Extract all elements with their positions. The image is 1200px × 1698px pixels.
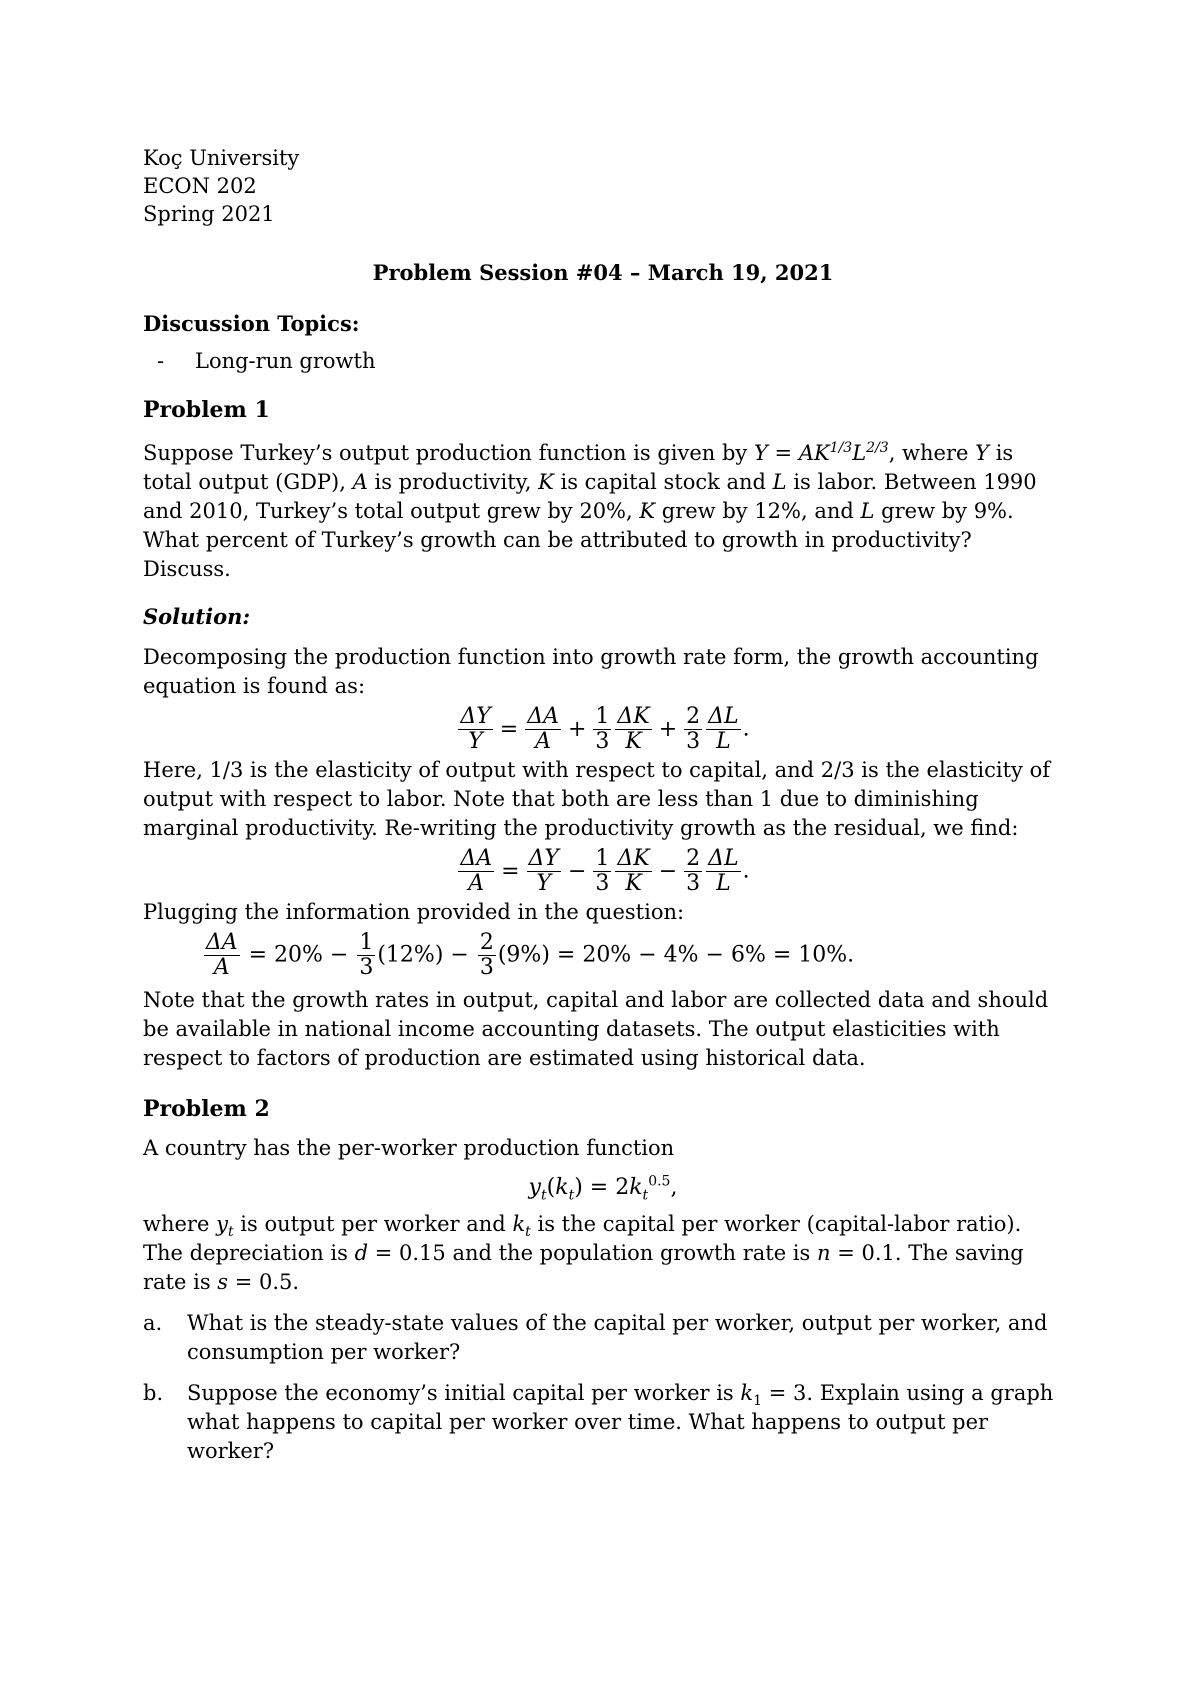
discussion-item [143,347,1063,376]
problem2-text: where $y_t$ is output per worker and $k_t$ is the capital per worker (capital-labor ratio). The depreciation is d = 0.15 and the population growth rate is n = 0.1. The saving rate is s = 0.5. [143,1212,1024,1294]
document-header [143,144,1063,228]
residual-equation: $\frac{\Delta A}{A}$ = $\frac{\Delta Y}{Y}$ − $\frac{1}{3}$ $\frac{\Delta K}{K}$ − $\frac{2}{3}$ $\frac{\Delta L}{L}$ . [460,846,750,896]
term: Spring 2021 [143,202,275,226]
solution-label: Solution: [143,604,251,629]
discussion-topic: Long-run growth [195,349,376,373]
plugged-equation: $\frac{\Delta A}{A}$ = 20% − $\frac{1}{3}$ (12%) − $\frac{2}{3}$ (9%) = 20% − 4% − 6% = 10%. [205,930,855,980]
university-name: Koç University [143,146,300,170]
solution-text-3: Plugging the information provided in the question: [143,900,685,924]
list-item: b. Suppose the economy’s initial capital per worker is $k_1 = 3$. Explain using a graph what happens to capital per worker over time. What happens to output per worker? [143,1381,1054,1463]
page-title: Problem Session #04 – March 19, 2021 [372,260,834,285]
growth-accounting-equation: $\frac{\Delta Y}{Y}$ = $\frac{\Delta A}{A}$ + $\frac{1}{3}$ $\frac{\Delta K}{K}$ + $\frac{2}{3}$ $\frac{\Delta L}{L}$ . [460,704,750,754]
list-item: a. What is the steady-state values of the capital per worker, output per worker, and consumption per worker? [143,1311,1048,1364]
problem2-intro: A country has the per-worker production function [143,1136,675,1160]
discussion-heading: Discussion Topics: [143,311,360,336]
per-worker-production-function: $y_t(k_t) = 2k_t^{0.5}$, [528,1173,678,1204]
solution-text-4: Note that the growth rates in output, capital and labor are collected data and should be available in national income accounting datasets. The output elasticities with respect to factors of production are estimated using historical data. [143,988,1049,1070]
document-page [143,144,1063,1466]
problem1-heading: Problem 1 [143,397,270,423]
solution-text-1: Decomposing the production function into growth rate form, the growth accounting equation is found as: [143,645,1039,698]
problem1-question: Suppose Turkey’s output production function is given by $Y = AK^{1/3}L^{2/3}$, where Y is total output (GDP), A is productivity, K is capital stock and L is labor. Between 1990 and 2010, Turkey’s total output grew by 20%, K grew by 12%, and L grew by 9%. What percent of Turkey’s growth can be attributed to growth in productivity? Discuss. [143,440,1037,581]
course-code: ECON 202 [143,174,257,198]
bullet-marker: - [157,349,165,373]
problem2-heading: Problem 2 [143,1096,270,1122]
solution-text-2: Here, 1/3 is the elasticity of output with respect to capital, and 2/3 is the elasticity of output with respect to labor. Note that both are less than 1 due to diminishing marginal productivity. Re-writing the productivity growth as the residual, we find: [143,758,1050,840]
production-function: $Y = AK^{1/3}L^{2/3}$ [753,440,889,465]
